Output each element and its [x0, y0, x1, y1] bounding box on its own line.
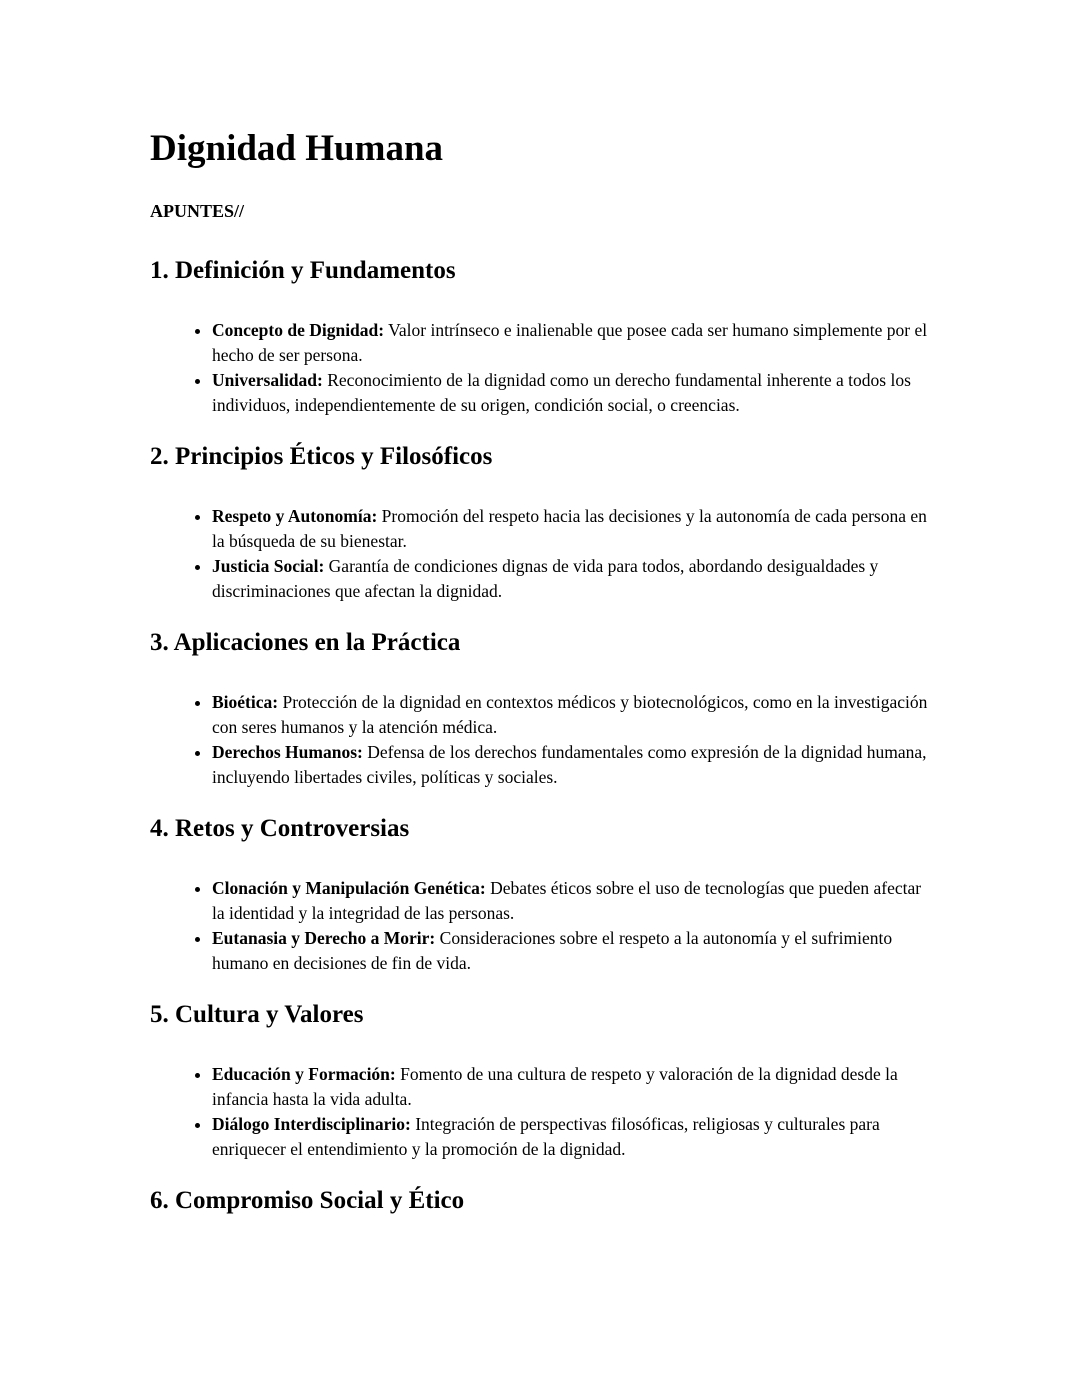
item-term: Diálogo Interdisciplinario: [212, 1114, 411, 1134]
item-text: Reconocimiento de la dignidad como un derecho fundamental inherente a todos los individuos, independientemente de su origen, condición social, o creencias. [212, 370, 911, 415]
list-item [212, 1112, 930, 1162]
section-aplicaciones [150, 628, 930, 790]
item-text: Protección de la dignidad en contextos médicos y biotecnológicos, como en la investigación con seres humanos y la atención médica. [212, 692, 928, 737]
bullet-list [150, 690, 930, 790]
section-heading: 6. Compromiso Social y Ético [150, 1187, 465, 1214]
item-text: Fomento de una cultura de respeto y valoración de la dignidad desde la infancia hasta la vida adulta. [212, 1064, 898, 1109]
item-text: Integración de perspectivas filosóficas, religiosas y culturales para enriquecer el entendimiento y la promoción de la dignidad. [212, 1114, 880, 1159]
item-text: Debates éticos sobre el uso de tecnologías que pueden afectar la identidad y la integridad de las personas. [212, 878, 922, 923]
list-item [212, 368, 930, 418]
section-principios [150, 442, 930, 604]
item-text: Garantía de condiciones dignas de vida para todos, abordando desigualdades y discriminaciones que afectan la dignidad. [212, 556, 879, 601]
section-heading: 5. Cultura y Valores [150, 1001, 364, 1028]
item-term: Concepto de Dignidad: [212, 320, 385, 340]
list-item [212, 554, 930, 604]
item-term: Respeto y Autonomía: [212, 506, 378, 526]
list-item [212, 876, 930, 926]
list-item [212, 318, 930, 368]
section-heading: 4. Retos y Controversias [150, 815, 410, 842]
bullet-list [150, 318, 930, 418]
document-page [150, 130, 930, 1216]
item-text: Promoción del respeto hacia las decisiones y la autonomía de cada persona en la búsqueda de su bienestar. [212, 506, 927, 551]
bullet-list [150, 504, 930, 604]
item-term: Universalidad: [212, 370, 323, 390]
section-heading: 1. Definición y Fundamentos [150, 257, 456, 284]
list-item [212, 690, 930, 740]
section-retos [150, 814, 930, 976]
section-heading: 3. Aplicaciones en la Práctica [150, 629, 461, 656]
item-text: Consideraciones sobre el respeto a la autonomía y el sufrimiento humano en decisiones de fin de vida. [212, 928, 893, 973]
list-item [212, 1062, 930, 1112]
list-item [212, 504, 930, 554]
document-subtitle: APUNTES// [150, 201, 245, 221]
item-term: Clonación y Manipulación Genética: [212, 878, 486, 898]
document-title: Dignidad Humana [150, 128, 444, 169]
item-term: Eutanasia y Derecho a Morir: [212, 928, 436, 948]
list-item [212, 926, 930, 976]
item-term: Derechos Humanos: [212, 742, 363, 762]
section-compromiso [150, 1186, 930, 1216]
list-item [212, 740, 930, 790]
item-text: Defensa de los derechos fundamentales como expresión de la dignidad humana, incluyendo libertades civiles, políticas y sociales. [212, 742, 927, 787]
section-heading: 2. Principios Éticos y Filosóficos [150, 443, 493, 470]
bullet-list [150, 1062, 930, 1162]
bullet-list [150, 876, 930, 976]
section-cultura [150, 1000, 930, 1162]
item-text: Valor intrínseco e inalienable que posee cada ser humano simplemente por el hecho de ser persona. [212, 320, 928, 365]
item-term: Justicia Social: [212, 556, 325, 576]
section-definicion [150, 256, 930, 418]
item-term: Educación y Formación: [212, 1064, 396, 1084]
item-term: Bioética: [212, 692, 279, 712]
